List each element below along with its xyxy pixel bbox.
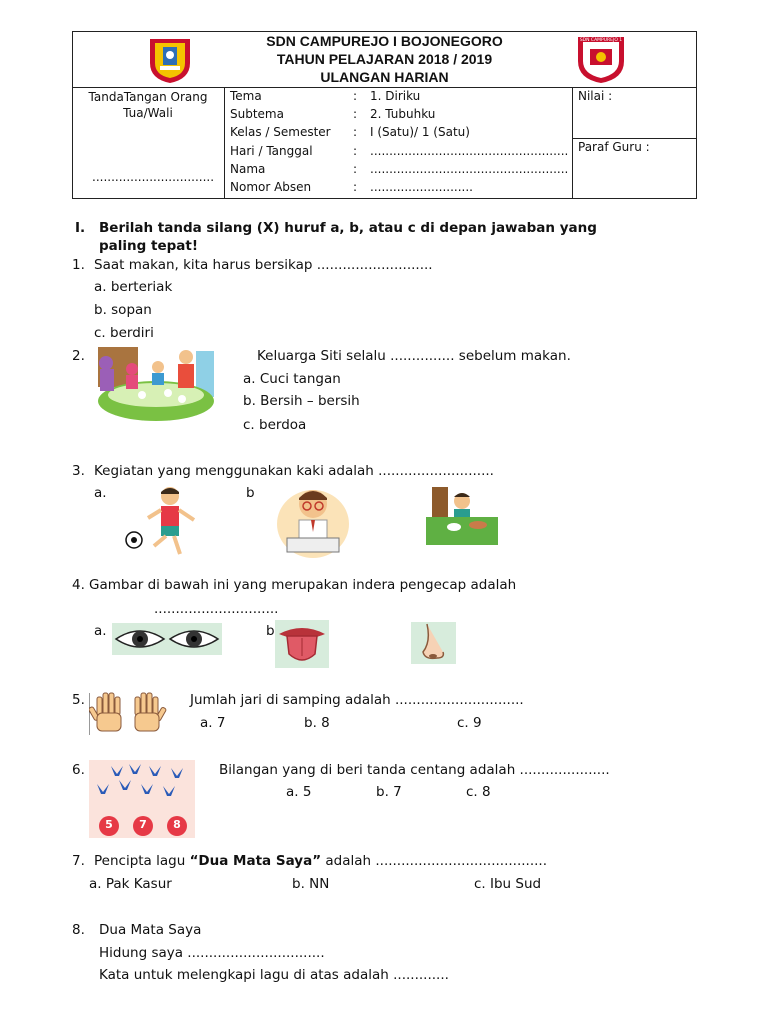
school-name: SDN CAMPUREJO I BOJONEGORO	[266, 33, 503, 49]
field-subtema-value: 2. Tubuhku	[370, 107, 436, 121]
parent-sign-label: TandaTangan Orang Tua/Wali	[88, 90, 208, 120]
q1-option-a[interactable]: a. berteriak	[94, 279, 173, 295]
q7-number: 7.	[72, 853, 85, 869]
school-crest-right-icon	[574, 33, 628, 85]
q7-text	[94, 853, 547, 869]
q7-option-a[interactable]: a. Pak Kasur	[89, 876, 172, 892]
school-year: TAHUN PELAJARAN 2018 / 2019	[276, 51, 493, 67]
nilai-divider	[572, 138, 697, 139]
boy-eating-image	[426, 487, 498, 545]
q2-number: 2.	[72, 348, 85, 364]
q7-song-title: “Dua Mata Saya”	[189, 853, 322, 869]
q4-option-a[interactable]: a.	[94, 623, 107, 639]
exam-title: ULANGAN HARIAN	[320, 69, 449, 85]
q4-number: 4.	[72, 577, 85, 593]
eyes-image	[112, 623, 222, 655]
right-logo-text: SDN CAMPUREJO 1	[579, 38, 623, 43]
q6-number: 6.	[72, 762, 85, 778]
col-divider-1	[224, 87, 225, 199]
q6-option-c[interactable]: c. 8	[466, 784, 491, 800]
field-absen-value: ...........................	[370, 180, 473, 194]
q5-option-c[interactable]: c. 9	[457, 715, 482, 731]
circle-7-label: 7	[139, 818, 147, 831]
field-tema-label: Tema	[230, 89, 262, 103]
field-kelas-sep: :	[353, 125, 358, 139]
section-instruction-2: paling tepat!	[99, 238, 198, 254]
q3-option-b[interactable]: b	[246, 485, 255, 501]
field-hari-value: ....................................................	[370, 144, 569, 158]
field-nama-value: ....................................................	[370, 162, 569, 176]
circle-5-label: 5	[105, 818, 113, 831]
q5-option-b[interactable]: b. 8	[304, 715, 330, 731]
section-instruction-1: Berilah tanda silang (X) huruf a, b, atau c di depan jawaban yang	[99, 220, 597, 236]
q5-text: Jumlah jari di samping adalah ..............................	[190, 692, 524, 708]
q3-text: Kegiatan yang menggunakan kaki adalah ...........................	[94, 463, 494, 479]
q2-option-b[interactable]: b. Bersih – bersih	[243, 393, 360, 409]
q1-option-c[interactable]: c. berdiri	[94, 325, 154, 341]
header-divider	[72, 87, 697, 88]
q1-number: 1.	[72, 257, 85, 273]
q3-number: 3.	[72, 463, 85, 479]
field-kelas-value: I (Satu)/ 1 (Satu)	[370, 125, 470, 139]
field-hari-label: Hari / Tanggal	[230, 144, 313, 158]
q8-line-1: Dua Mata Saya	[99, 922, 202, 938]
q6-option-b[interactable]: b. 7	[376, 784, 402, 800]
q5-option-a[interactable]: a. 7	[200, 715, 226, 731]
field-kelas-label: Kelas / Semester	[230, 125, 331, 139]
q2-text: Keluarga Siti selalu ............... sebelum makan.	[257, 348, 571, 364]
section-number: I.	[75, 220, 86, 236]
q4-dots: .............................	[154, 601, 279, 617]
q2-option-c[interactable]: c. berdoa	[243, 417, 307, 433]
q4-text: Gambar di bawah ini yang merupakan indera pengecap adalah	[89, 577, 517, 593]
q7-post: adalah ........................................	[321, 853, 548, 869]
q8-line-2: Hidung saya ................................	[99, 945, 325, 961]
q8-number: 8.	[72, 922, 85, 938]
parent-sign-line: ................................	[92, 170, 215, 184]
boy-kicking-ball-image	[124, 484, 198, 560]
q1-option-b[interactable]: b. sopan	[94, 302, 152, 318]
q7-option-b[interactable]: b. NN	[292, 876, 330, 892]
family-meal-image	[92, 345, 220, 425]
nose-image	[411, 622, 456, 664]
field-tema-value: 1. Diriku	[370, 89, 421, 103]
q4-option-b[interactable]: b	[266, 623, 275, 639]
q5-number: 5.	[72, 692, 85, 708]
col-divider-2	[572, 87, 573, 199]
q6-text: Bilangan yang di beri tanda centang adalah .....................	[219, 762, 610, 778]
q2-option-a[interactable]: a. Cuci tangan	[243, 371, 341, 387]
field-subtema-sep: :	[353, 107, 358, 121]
field-tema-sep: :	[353, 89, 358, 103]
paraf-guru-label: Paraf Guru :	[578, 140, 650, 154]
q7-option-c[interactable]: c. Ibu Sud	[474, 876, 542, 892]
q1-text: Saat makan, kita harus bersikap ...........................	[94, 257, 433, 273]
field-hari-sep: :	[353, 144, 358, 158]
field-nama-label: Nama	[230, 162, 266, 176]
q3-option-a[interactable]: a.	[94, 485, 107, 501]
q6-option-a[interactable]: a. 5	[286, 784, 312, 800]
field-nama-sep: :	[353, 162, 358, 176]
field-absen-label: Nomor Absen	[230, 180, 312, 194]
q8-line-3: Kata untuk melengkapi lagu di atas adalah .............	[99, 967, 449, 983]
header-table	[72, 31, 697, 199]
boy-reading-image	[275, 484, 351, 558]
tongue-image	[275, 620, 329, 668]
field-subtema-label: Subtema	[230, 107, 284, 121]
nilai-label: Nilai :	[578, 89, 613, 103]
field-absen-sep: :	[353, 180, 358, 194]
q7-pre: Pencipta lagu	[94, 853, 190, 869]
hands-image	[89, 691, 167, 735]
circle-8-label: 8	[173, 818, 181, 831]
